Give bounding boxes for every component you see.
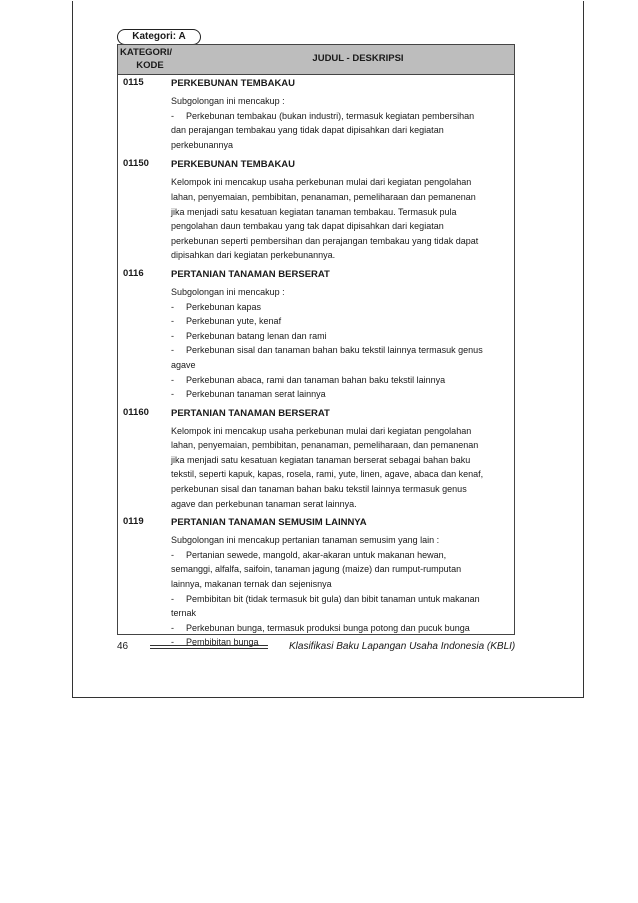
- entry-code: 01150: [123, 158, 149, 170]
- entry-description: [171, 94, 511, 152]
- description-line: dipisahkan dari kegiatan perkebunannya.: [171, 250, 336, 261]
- description-line: jika menjadi satu kesatuan kegiatan tanaman tembakau. Termasuk pula: [171, 206, 457, 217]
- entry-title: PERKEBUNAN TEMBAKAU: [171, 159, 296, 171]
- description-line: Subgolongan ini mencakup pertanian tanaman semusim yang lain :: [171, 535, 440, 546]
- description-line: - Perkebunan tanaman serat lainnya: [171, 389, 326, 400]
- description-line: - Perkebunan batang lenan dan rami: [171, 330, 327, 341]
- entry-description: [171, 424, 511, 512]
- table-row: [118, 266, 514, 402]
- description-line: perkebunan sisal dan tanaman bahan baku tekstil lainnya termasuk genus: [171, 484, 467, 495]
- description-line: - Pembibitan bit (tidak termasuk bit gula) dan bibit tanaman untuk makanan: [171, 593, 480, 604]
- entry-code: 01160: [123, 406, 149, 418]
- description-line: Subgolongan ini mencakup :: [171, 286, 285, 297]
- description-line: - Perkebunan tembakau (bukan industri), termasuk kegiatan pembersihan: [171, 110, 475, 121]
- description-line: lahan, penyemaian, pembibitan, penanaman, pemeliharaan dan pemanenan: [171, 191, 476, 202]
- entry-code: 0116: [123, 267, 144, 279]
- table-body: [118, 75, 514, 650]
- entry-title: PERTANIAN TANAMAN BERSERAT: [171, 407, 330, 419]
- footer-rule-top: [150, 645, 268, 646]
- table-row: [118, 514, 514, 650]
- description-line: - Pertanian sewede, mangold, akar-akaran untuk makanan hewan,: [171, 549, 447, 560]
- header-kategori: KATEGORI/: [120, 47, 173, 58]
- description-line: pengolahan daun tembakau yang tak dapat dipisahkan dari kegiatan: [171, 221, 444, 232]
- header-judul-deskripsi: JUDUL - DESKRIPSI: [312, 53, 404, 64]
- entry-title: PERTANIAN TANAMAN SEMUSIM LAINNYA: [171, 517, 367, 529]
- entry-code: 0119: [123, 516, 144, 528]
- table-row: [118, 405, 514, 512]
- description-line: - Perkebunan sisal dan tanaman bahan baku tekstil lainnya termasuk genus: [171, 345, 483, 356]
- description-line: tekstil, seperti kapuk, kapas, rosela, rami, yute, linen, agave, abaca dan kenaf,: [171, 469, 484, 480]
- header-kategori-kode: [120, 46, 180, 72]
- description-line: - Perkebunan kapas: [171, 301, 262, 312]
- table-row: [118, 75, 514, 152]
- description-line: semanggi, alfalfa, saifoin, tanaman jagung (maize) dan rumput-rumputan: [171, 564, 462, 575]
- description-line: agave: [171, 359, 196, 370]
- description-line: perkebunannya: [171, 139, 234, 150]
- table-header: [118, 45, 514, 75]
- entry-description: [171, 285, 511, 402]
- description-line: dan perajangan tembakau yang tidak dapat dipisahkan dari kegiatan: [171, 125, 444, 136]
- header-kode: KODE: [136, 60, 164, 71]
- description-line: Kelompok ini mencakup usaha perkebunan mulai dari kegiatan pengolahan: [171, 177, 472, 188]
- description-line: agave dan perkebunan tanaman serat lainnya.: [171, 498, 357, 509]
- description-line: lahan, penyemaian, pembibitan, penanaman, pemeliharaan, dan pemanenan: [171, 440, 479, 451]
- description-line: lainnya, makanan ternak dan sejenisnya: [171, 579, 332, 590]
- kategori-badge: Kategori: A: [117, 29, 201, 45]
- entry-title: PERTANIAN TANAMAN BERSERAT: [171, 268, 330, 280]
- description-line: Subgolongan ini mencakup :: [171, 96, 285, 106]
- entry-code: 0115: [123, 77, 144, 88]
- description-line: ternak: [171, 608, 197, 619]
- table-row: [118, 156, 514, 263]
- description-line: Kelompok ini mencakup usaha perkebunan mulai dari kegiatan pengolahan: [171, 425, 472, 436]
- entry-description: [171, 533, 511, 650]
- description-line: - Perkebunan bunga, termasuk produksi bunga potong dan pucuk bunga: [171, 622, 470, 633]
- description-line: jika menjadi satu kesatuan kegiatan tanaman berserat sebagai bahan baku: [171, 454, 471, 465]
- page-number: 46: [117, 641, 129, 652]
- footer-title: Klasifikasi Baku Lapangan Usaha Indonesia (KBLI): [289, 641, 516, 652]
- description-line: - Pembibitan bunga: [171, 637, 259, 648]
- description-line: - Perkebunan yute, kenaf: [171, 316, 282, 327]
- description-line: perkebunan seperti pembersihan dan perajangan tembakau yang tidak dapat: [171, 235, 479, 246]
- description-line: - Perkebunan abaca, rami dan tanaman bahan baku tekstil lainnya: [171, 374, 446, 385]
- footer-rule-bottom: [150, 648, 268, 649]
- entry-title: PERKEBUNAN TEMBAKAU: [171, 78, 296, 89]
- entry-description: [171, 175, 511, 263]
